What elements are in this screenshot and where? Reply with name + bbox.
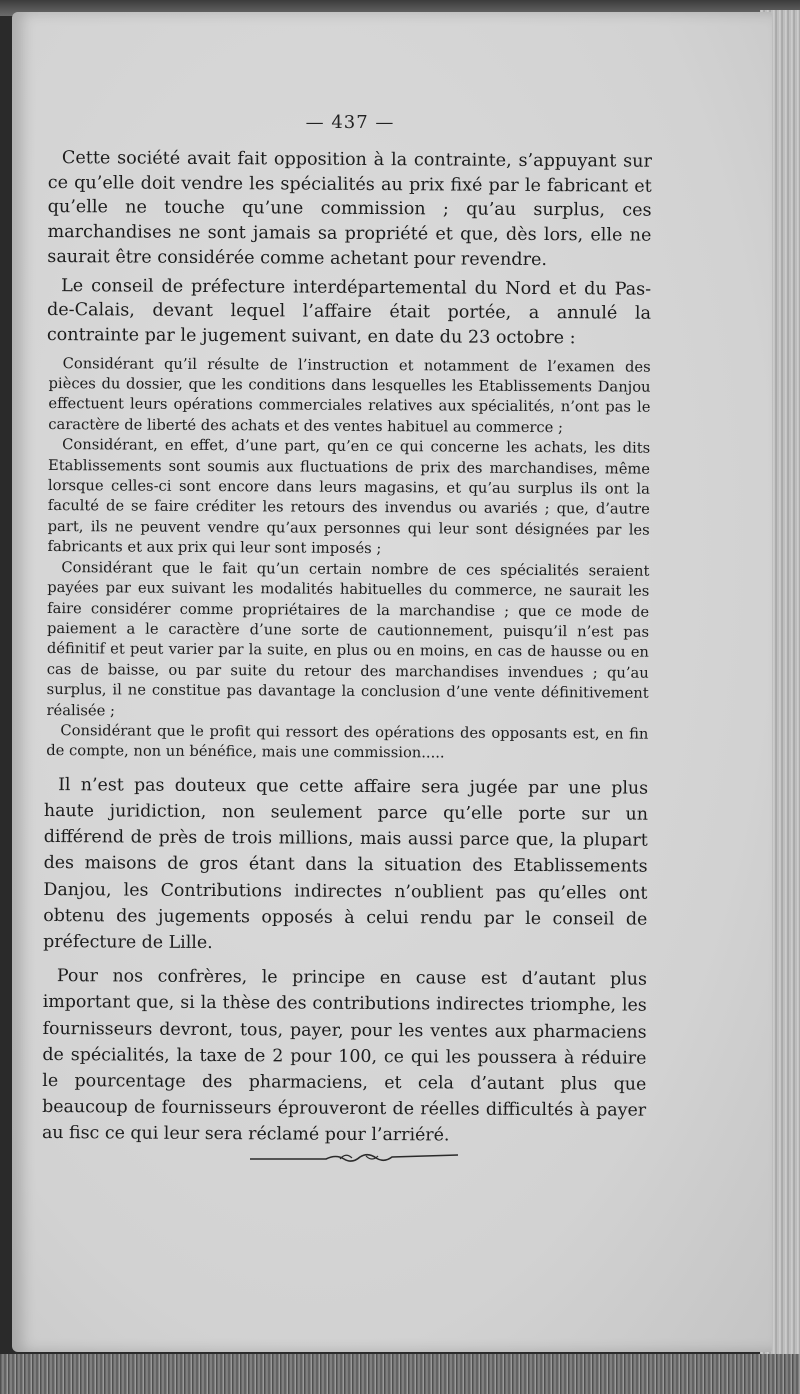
judgment-quote [44,354,650,766]
book-bottom-edge [0,1354,800,1394]
paragraph-conseil: Le conseil de préfecture interdépartemental du Nord et du Pas-de-Calais, devant lequel l’affaire était portée, a annulé la contrainte par le jugement suivant, en date du 23 octobre : [46,275,652,349]
judgment-considerant-4: Considérant que le profit qui ressort des opérations des opposants est, en fin de compte, non un bénéfice, mais une commission..... [46,722,649,762]
paragraph-juridiction: Il n’est pas douteux que cette affaire sera jugée par une plus haute juridiction, non seulement parce qu’elle porte sur un différend de près de trois millions, mais aussi parce que, la plupart des maisons de gros étant dans la situation des Etablissements Danjou, les Contributions indirectes n’oublient pas qu’elles ont obtenu des jugements opposés à celui rendu par le conseil de préfecture de Lille. [43,774,649,953]
paragraph-opposition: Cette société avait fait opposition à la contrainte, s’appuyant sur ce qu’elle doit vendre les spécialités au prix fixé par le fabricant et qu’elle ne touche qu’une commission ; qu’au surplus, ces marchandises ne sont jamais sa propriété et que, dès lors, elle ne saurait être considérée comme achetant pour revendre. [47,148,652,270]
paragraph-confreres: Pour nos confrères, le principe en cause est d’autant plus important que, si la thèse des contributions indirectes triomphe, les fournisseurs devront, tous, payer, pour les ventes aux pharmaciens de spécialités, la taxe de 2 pour 100, ce qui les poussera à réduire le pourcentage des pharmaciens, et cela d’autant plus que beaucoup de fournisseurs éprouveront de réelles difficultés à payer au fisc ce qui leur sera réclamé pour l’arriéré. [41,966,647,1146]
ornament-divider-icon [248,1148,460,1168]
judgment-considerant-3: Considérant que le fait qu’un certain nombre de ces spécialités seraient payées par eux suivant les modalités habituelles du commerce, ne saurait les faire considérer comme propriétaires de la marchandise ; que ce mode de paiement a le caractère d’une sorte de cautionnement, puisqu’il n’est pas définitif et peut varier par la suite, en plus ou en moins, en cas de hausse ou en cas de baisse, ou par suite du retour des marchandises invendues ; qu’au surplus, il ne constitue pas davantage la conclusion d’une vente définitivement réalisée ; [46,558,650,719]
judgment-considerant-2: Considérant, en effet, d’une part, qu’en ce qui concerne les achats, les dits Etablissements sont soumis aux fluctuations de prix des marchandises, même lorsque celles-ci sont encore dans leurs magasins, et qu’au surplus ils ont la faculté de se faire créditer les retours des invendus ou avariés ; que, d’autre part, ils ne peuvent vendre qu’aux personnes qui leur sont désignées par les fabricants et aux prix qui leur sont imposés ; [47,436,651,558]
page-body [42,146,652,1158]
page-number: — 437 — [305,112,395,133]
judgment-considerant-1: Considérant qu’il résulte de l’instruction et notamment de l’examen des pièces du dossier, que les conditions dans lesquelles les Etablissements Danjou effectuent leurs opérations commerciales relatives aux spécialités, n’ont pas le caractère de liberté des achats et des ventes habituel au commerce ; [48,354,651,436]
